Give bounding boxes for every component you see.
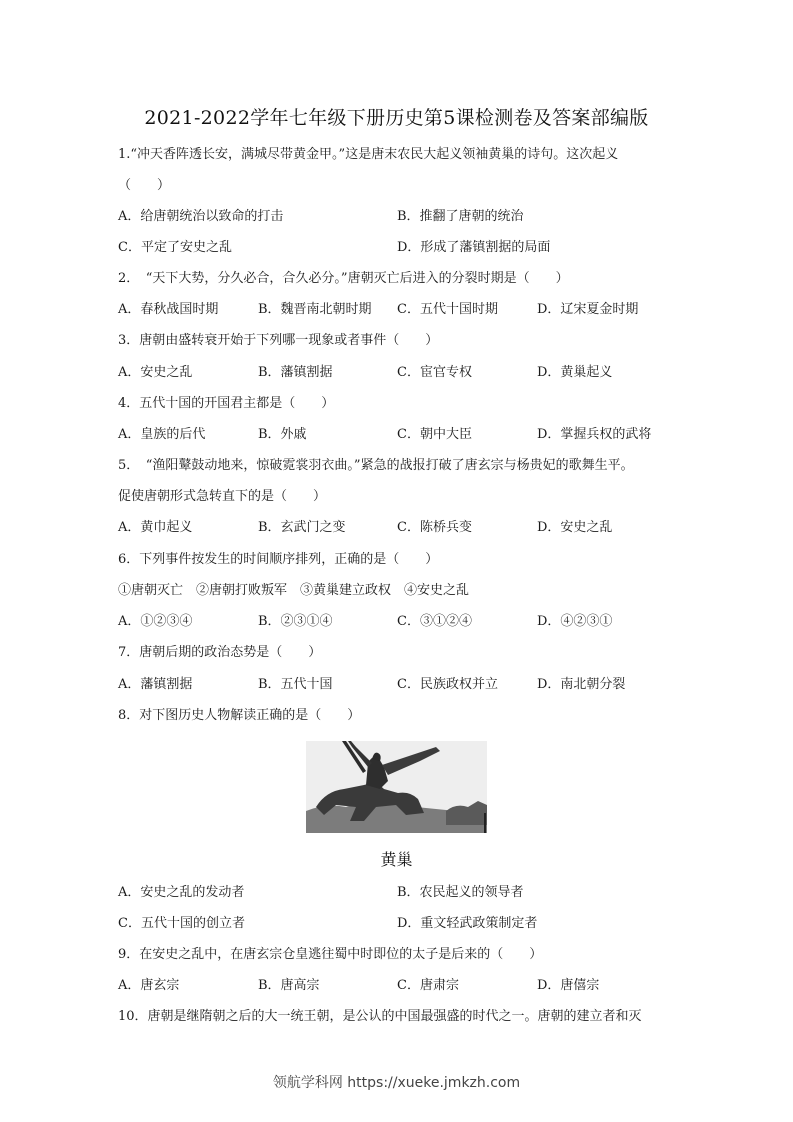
question-7-option-a: A．藩镇割据 xyxy=(118,677,193,692)
question-9-stem: 9．在安史之乱中，在唐玄宗仓皇逃往蜀中时即位的太子是后来的（ ） xyxy=(118,947,543,962)
question-8-option-b: B．农民起义的领导者 xyxy=(397,885,524,900)
figure-caption: 黄巢 xyxy=(380,850,413,869)
question-5-stem-cont: 促使唐朝形式急转直下的是（ ） xyxy=(118,489,327,504)
question-1-option-c: C．平定了安史之乱 xyxy=(118,240,232,255)
huangchao-statue-image xyxy=(306,741,487,833)
question-4-option-d: D．掌握兵权的武将 xyxy=(537,427,652,442)
question-1-option-b: B．推翻了唐朝的统治 xyxy=(397,209,524,224)
question-6-stem: 6．下列事件按发生的时间顺序排列，正确的是（ ） xyxy=(118,552,439,567)
question-3-option-c: C．宦官专权 xyxy=(397,365,472,380)
question-4-option-b: B．外戚 xyxy=(258,427,307,442)
question-6-events: ①唐朝灭亡 ②唐朝打败叛军 ③黄巢建立政权 ④安史之乱 xyxy=(118,583,470,598)
question-7-option-b: B．五代十国 xyxy=(258,677,333,692)
question-2-option-d: D．辽宋夏金时期 xyxy=(537,302,639,317)
question-1-option-d: D．形成了藩镇割据的局面 xyxy=(397,240,551,255)
question-8-stem: 8．对下图历史人物解读正确的是（ ） xyxy=(118,708,361,723)
question-10-stem: 10．唐朝是继隋朝之后的大一统王朝，是公认的中国最强盛的时代之一。唐朝的建立者和灭 xyxy=(118,1009,642,1024)
question-7-stem: 7．唐朝后期的政治态势是（ ） xyxy=(118,645,322,660)
question-7-option-d: D．南北朝分裂 xyxy=(537,677,626,692)
question-3-stem: 3．唐朝由盛转衰开始于下列哪一现象或者事件（ ） xyxy=(118,333,439,348)
question-2-option-b: B．魏晋南北朝时期 xyxy=(258,302,372,317)
question-4-stem: 4．五代十国的开国君主都是（ ） xyxy=(118,396,335,411)
question-5-option-b: B．玄武门之变 xyxy=(258,520,346,535)
question-9-option-d: D．唐僖宗 xyxy=(537,978,600,993)
question-8-option-d: D．重文轻武政策制定者 xyxy=(397,916,538,931)
question-5-stem: 5． “渔阳鼙鼓动地来，惊破霓裳羽衣曲。”紧急的战报打破了唐玄宗与杨贵妃的歌舞生平。 xyxy=(118,458,634,473)
question-8-option-c: C．五代十国的创立者 xyxy=(118,916,245,931)
question-6-option-d: D．④②③① xyxy=(537,614,613,629)
question-4-option-c: C．朝中大臣 xyxy=(397,427,472,442)
question-3-option-b: B．藩镇割据 xyxy=(258,365,333,380)
question-2-stem: 2． “天下大势，分久必合，合久必分。”唐朝灭亡后进入的分裂时期是（ ） xyxy=(118,271,569,286)
question-3-option-d: D．黄巢起义 xyxy=(537,365,613,380)
question-6-option-b: B．②③①④ xyxy=(258,614,333,629)
question-5-option-c: C．陈桥兵变 xyxy=(397,520,472,535)
question-6-option-c: C．③①②④ xyxy=(397,614,472,629)
question-4-option-a: A．皇族的后代 xyxy=(118,427,206,442)
question-7-option-c: C．民族政权并立 xyxy=(397,677,498,692)
question-5-option-a: A．黄巾起义 xyxy=(118,520,193,535)
question-8-option-a: A．安史之乱的发动者 xyxy=(118,885,245,900)
question-1-stem: 1.“冲天香阵透长安，满城尽带黄金甲。”这是唐末农民大起义领袖黄巢的诗句。这次起义 xyxy=(118,147,619,162)
question-9-option-a: A．唐玄宗 xyxy=(118,978,180,993)
question-1-stem-bracket: （ ） xyxy=(118,178,171,193)
question-2-option-c: C．五代十国时期 xyxy=(397,302,498,317)
footer-watermark: 领航学科网 https://xueke.jmkzh.com xyxy=(272,1075,521,1091)
question-5-option-d: D．安史之乱 xyxy=(537,520,613,535)
question-9-option-b: B．唐高宗 xyxy=(258,978,320,993)
statue-illustration xyxy=(306,741,487,833)
page-title: 2021-2022学年七年级下册历史第5课检测卷及答案部编版 xyxy=(144,107,649,129)
question-6-option-a: A．①②③④ xyxy=(118,614,193,629)
question-3-option-a: A．安史之乱 xyxy=(118,365,193,380)
question-1-option-a: A．给唐朝统治以致命的打击 xyxy=(118,209,284,224)
question-2-option-a: A．春秋战国时期 xyxy=(118,302,219,317)
question-9-option-c: C．唐肃宗 xyxy=(397,978,459,993)
